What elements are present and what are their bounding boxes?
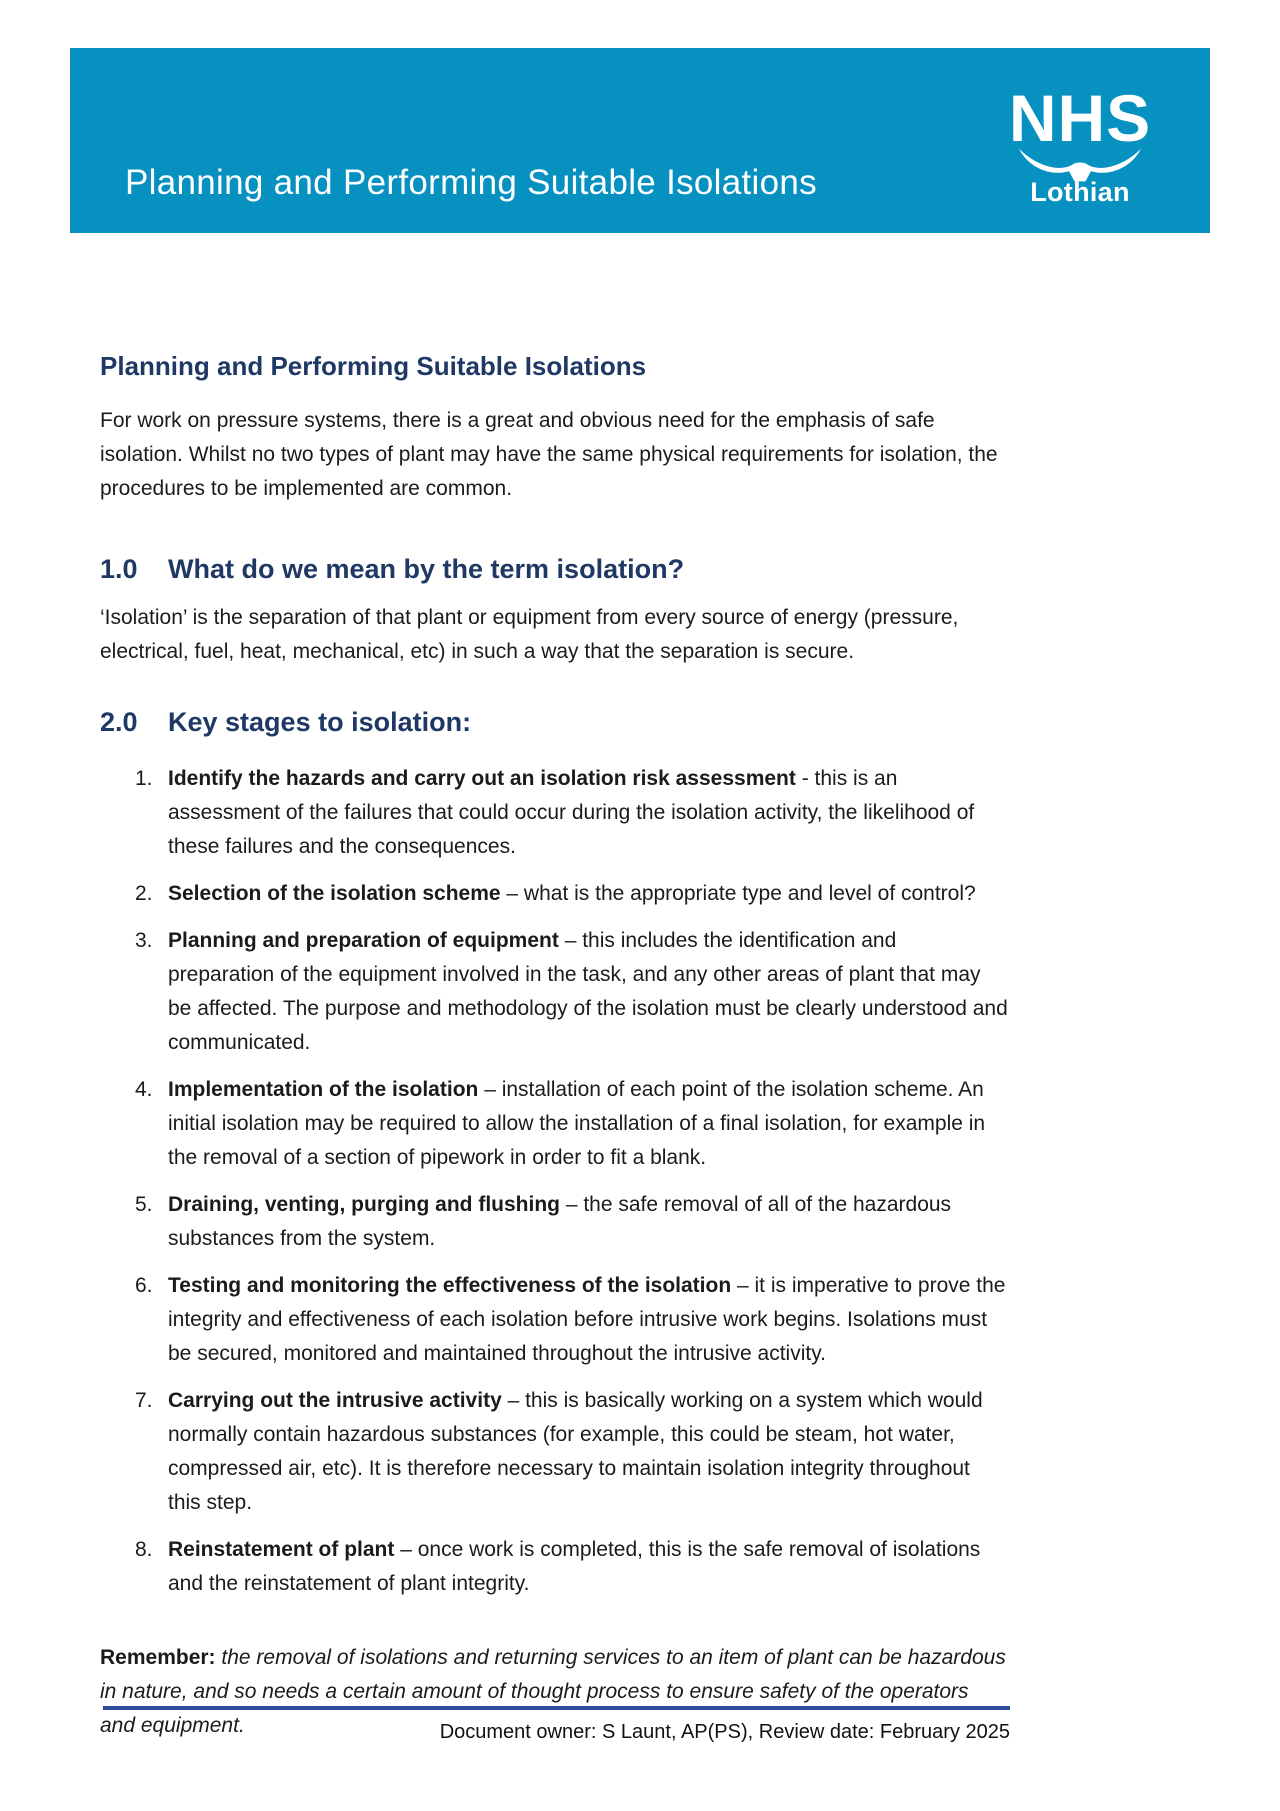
item-number: 5. xyxy=(135,1193,153,1216)
intro-paragraph: For work on pressure systems, there is a great and obvious need for the emphasis of safe isolation. Whilst no two types of plant may have the same physical requirements for isolation, the procedures to be implemented are common. xyxy=(100,409,998,500)
list-item xyxy=(100,1188,1008,1256)
item-lead: Draining, venting, purging and flushing xyxy=(168,1193,560,1216)
doc-title: Planning and Performing Suitable Isolations xyxy=(100,351,647,381)
item-lead: Identify the hazards and carry out an isolation risk assessment xyxy=(168,767,796,790)
item-lead: Selection of the isolation scheme xyxy=(168,882,501,905)
item-lead: Implementation of the isolation xyxy=(168,1078,479,1101)
footer xyxy=(103,1706,1010,1744)
section-heading-2 xyxy=(100,707,1008,738)
item-text: – this is basically working on a system which would normally contain hazardous substances (for example, this could be steam, hot water, compressed air, etc). It is therefore necessary to maintain isolation integrity throughout this step. xyxy=(168,1389,983,1514)
item-number: 4. xyxy=(135,1078,153,1101)
header-banner xyxy=(70,48,1210,233)
section-title: Key stages to isolation: xyxy=(168,707,472,737)
item-lead: Planning and preparation of equipment xyxy=(168,929,559,952)
item-text: – this includes the identification and preparation of the equipment involved in the task, and any other areas of plant that may be affected. The purpose and methodology of the isolation must be clearly understood and communicated. xyxy=(168,929,1008,1054)
item-number: 8. xyxy=(135,1538,153,1561)
list-item xyxy=(100,1533,1008,1601)
section-title: What do we mean by the term isolation? xyxy=(168,554,685,584)
item-lead: Testing and monitoring the effectiveness of the isolation xyxy=(168,1274,732,1297)
section-1-body: ‘Isolation’ is the separation of that plant or equipment from every source of energy (pressure, electrical, fuel, heat, mechanical, etc) in such a way that the separation is secure. xyxy=(100,606,959,663)
list-item xyxy=(100,1384,1008,1520)
item-lead: Carrying out the intrusive activity xyxy=(168,1389,502,1412)
section-number: 2.0 xyxy=(100,707,138,737)
item-number: 7. xyxy=(135,1389,153,1412)
remember-text: the removal of isolations and returning services to an item of plant can be hazardous in nature, and so needs a certain amount of thought process to ensure safety of the operators and equipment. xyxy=(100,1646,1006,1737)
item-text: – what is the appropriate type and level of control? xyxy=(500,882,976,905)
item-number: 3. xyxy=(135,929,153,952)
item-number: 1. xyxy=(135,767,153,790)
list-item xyxy=(100,924,1008,1060)
banner-title: Planning and Performing Suitable Isolations xyxy=(125,163,817,202)
nhs-lothian-logo xyxy=(994,81,1166,208)
item-text: – once work is completed, this is the safe removal of isolations and the reinstatement of plant integrity. xyxy=(168,1538,981,1595)
item-number: 2. xyxy=(135,882,153,905)
nhs-board-name: Lothian xyxy=(1030,176,1130,207)
list-item xyxy=(100,877,1008,911)
nhs-logo-text: NHS xyxy=(1008,81,1152,155)
item-text: – installation of each point of the isolation scheme. An initial isolation may be required to allow the installation of a final isolation, for example in the removal of a section of pipework in order to fit a blank. xyxy=(168,1078,986,1169)
item-text: - this is an assessment of the failures that could occur during the isolation activity, the likelihood of these failures and the consequences. xyxy=(168,767,975,858)
key-stages-list xyxy=(100,762,1008,1601)
section-number: 1.0 xyxy=(100,554,138,584)
remember-label: Remember: xyxy=(100,1646,216,1669)
item-text: – the safe removal of all of the hazardous substances from the system. xyxy=(168,1193,952,1250)
item-text: – it is imperative to prove the integrity and effectiveness of each isolation before intrusive work begins. Isolations must be secured, monitored and maintained throughout the intrusive activity. xyxy=(168,1274,1006,1365)
list-item xyxy=(100,762,1008,864)
footer-text: Document owner: S Launt, AP(PS), Review date: February 2025 xyxy=(439,1721,1010,1743)
section-heading-1 xyxy=(100,554,1008,585)
document-content xyxy=(100,233,1008,1743)
item-lead: Reinstatement of plant xyxy=(168,1538,395,1561)
list-item xyxy=(100,1073,1008,1175)
list-item xyxy=(100,1269,1008,1371)
item-number: 6. xyxy=(135,1274,153,1297)
